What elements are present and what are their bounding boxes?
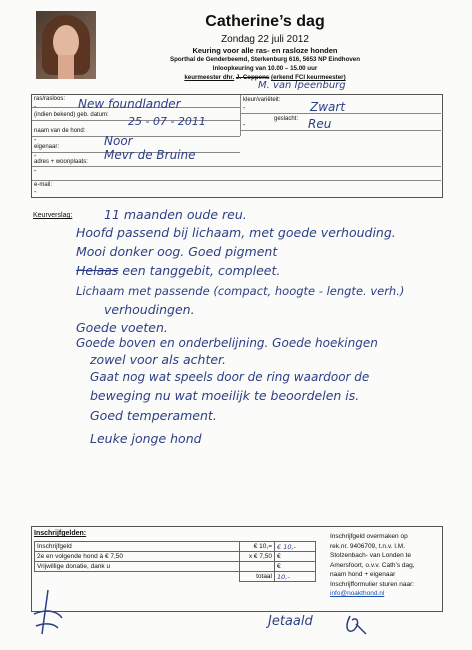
fee-amount	[240, 562, 275, 572]
email-label: e-mail:	[34, 182, 53, 188]
info-line: rek.nr. 9406709, t.n.v. I.M.	[330, 542, 406, 550]
adres-dash: -	[34, 168, 37, 175]
report-line: Goed temperament.	[90, 408, 217, 423]
ras-value[interactable]: New foundlander	[78, 97, 181, 111]
fee-label	[35, 572, 240, 582]
table-row	[35, 572, 316, 582]
naam-value[interactable]: Noor	[104, 134, 133, 148]
judge-struck-name: J. Coppens	[235, 74, 270, 81]
right-signature-mark	[340, 612, 370, 638]
report-label: Keurverslag:	[33, 212, 73, 219]
email-link[interactable]: info@noakthond.nl	[330, 590, 385, 597]
email-dash: -	[34, 189, 37, 196]
judge-handwritten-name: M. van Ipeenburg	[258, 80, 346, 91]
struck-word: Helaas	[76, 263, 119, 278]
signature-text: Jetaald	[268, 614, 313, 629]
info-line: Stolzenbach- van Londen te	[330, 552, 411, 559]
report-line: zowel voor als achter.	[90, 352, 227, 367]
eigenaar-value[interactable]: Mevr de Bruine	[104, 148, 196, 162]
info-line: Inschrijfgeld overmaken op	[330, 533, 408, 540]
event-description: Keuring voor alle ras- en rasloze honden	[192, 46, 338, 55]
kleur-label: kleur/variëteit:	[243, 97, 281, 103]
payment-info	[330, 532, 442, 599]
naam-label: naam van de hond:	[34, 128, 86, 134]
fees-table	[34, 541, 316, 582]
fee-total-label: totaal	[240, 572, 275, 582]
report-line: Goede voeten.	[76, 320, 168, 335]
table-row	[35, 562, 316, 572]
report-line: beweging nu wat moeilijk te beoordelen is.	[90, 388, 360, 403]
report-line: Leuke jonge hond	[90, 431, 202, 446]
kleur-value[interactable]: Zwart	[310, 100, 346, 114]
owner-photo	[36, 11, 96, 79]
report-line: Goede boven en onderbelijning. Goede hoekingen	[76, 336, 378, 350]
event-date: Zondag 22 juli 2012	[221, 34, 309, 45]
fee-label: 2e en volgende hond à € 7,50	[35, 552, 240, 562]
table-row	[35, 552, 316, 562]
report-line: Lichaam met passende (compact, hoogte - lengte. verh.)	[76, 284, 405, 298]
report-line: Hoofd passend bij lichaam, met goede verhouding.	[76, 225, 396, 240]
fee-paid[interactable]: €	[275, 552, 316, 562]
report-line-with-strike	[76, 263, 280, 278]
naam-dash: -	[34, 137, 37, 144]
geslacht-value[interactable]: Reu	[308, 117, 332, 131]
kleur-dash: -	[243, 105, 246, 112]
judge-suffix: (erkend FCI keurmeester)	[271, 74, 346, 81]
left-signature-mark	[28, 588, 68, 638]
ras-dash: -	[34, 104, 37, 111]
fee-label: Inschrijfgeld	[35, 542, 240, 552]
fee-paid[interactable]: € 10,-	[275, 542, 316, 552]
info-line: Amersfoort, o.v.v. Cath’s dag,	[330, 561, 415, 569]
eigenaar-dash: -	[34, 153, 37, 160]
info-line: naam hond + eigenaar	[330, 571, 396, 578]
adres-label: adres + woonplaats:	[34, 159, 88, 165]
ras-label: ras/rasloos:	[34, 96, 66, 102]
report-line: verhoudingen.	[104, 302, 195, 317]
fee-label: Vrijwillige donatie, dank u	[35, 562, 240, 572]
report-line: Mooi donker oog. Goed pigment	[76, 244, 278, 259]
geslacht-dash: -	[243, 122, 246, 129]
geslacht-label: geslacht:	[274, 116, 299, 122]
fee-amount: x € 7,50	[240, 552, 275, 562]
report-line: Gaat nog wat speels door de ring waardoor de	[90, 370, 370, 384]
fees-title: Inschrijfgelden:	[34, 530, 87, 537]
fee-total-value[interactable]: 10,-	[275, 572, 316, 582]
table-row	[35, 542, 316, 552]
report-line: een tanggebit, compleet.	[122, 263, 281, 278]
judge-label: keurmeester dhr.	[184, 74, 235, 81]
fee-paid[interactable]: €	[275, 562, 316, 572]
page-title: Catherine’s dag	[205, 13, 325, 30]
event-checkin-time: Inloopkeuring van 10.00 – 15.00 uur	[212, 65, 318, 72]
event-venue: Sporthal de Genderbeemd, Sterkenburg 616, 5653 NP Eindhoven	[169, 56, 361, 63]
info-line: Inschrijfformulier sturen naar:	[330, 580, 415, 588]
date-label: (indien bekend) geb. datum:	[34, 112, 109, 118]
report-line: 11 maanden oude reu.	[104, 207, 247, 222]
eigenaar-label: eigenaar:	[34, 144, 60, 150]
fee-amount: € 10,=	[240, 542, 275, 552]
date-value[interactable]: 25 - 07 - 2011	[128, 115, 206, 128]
